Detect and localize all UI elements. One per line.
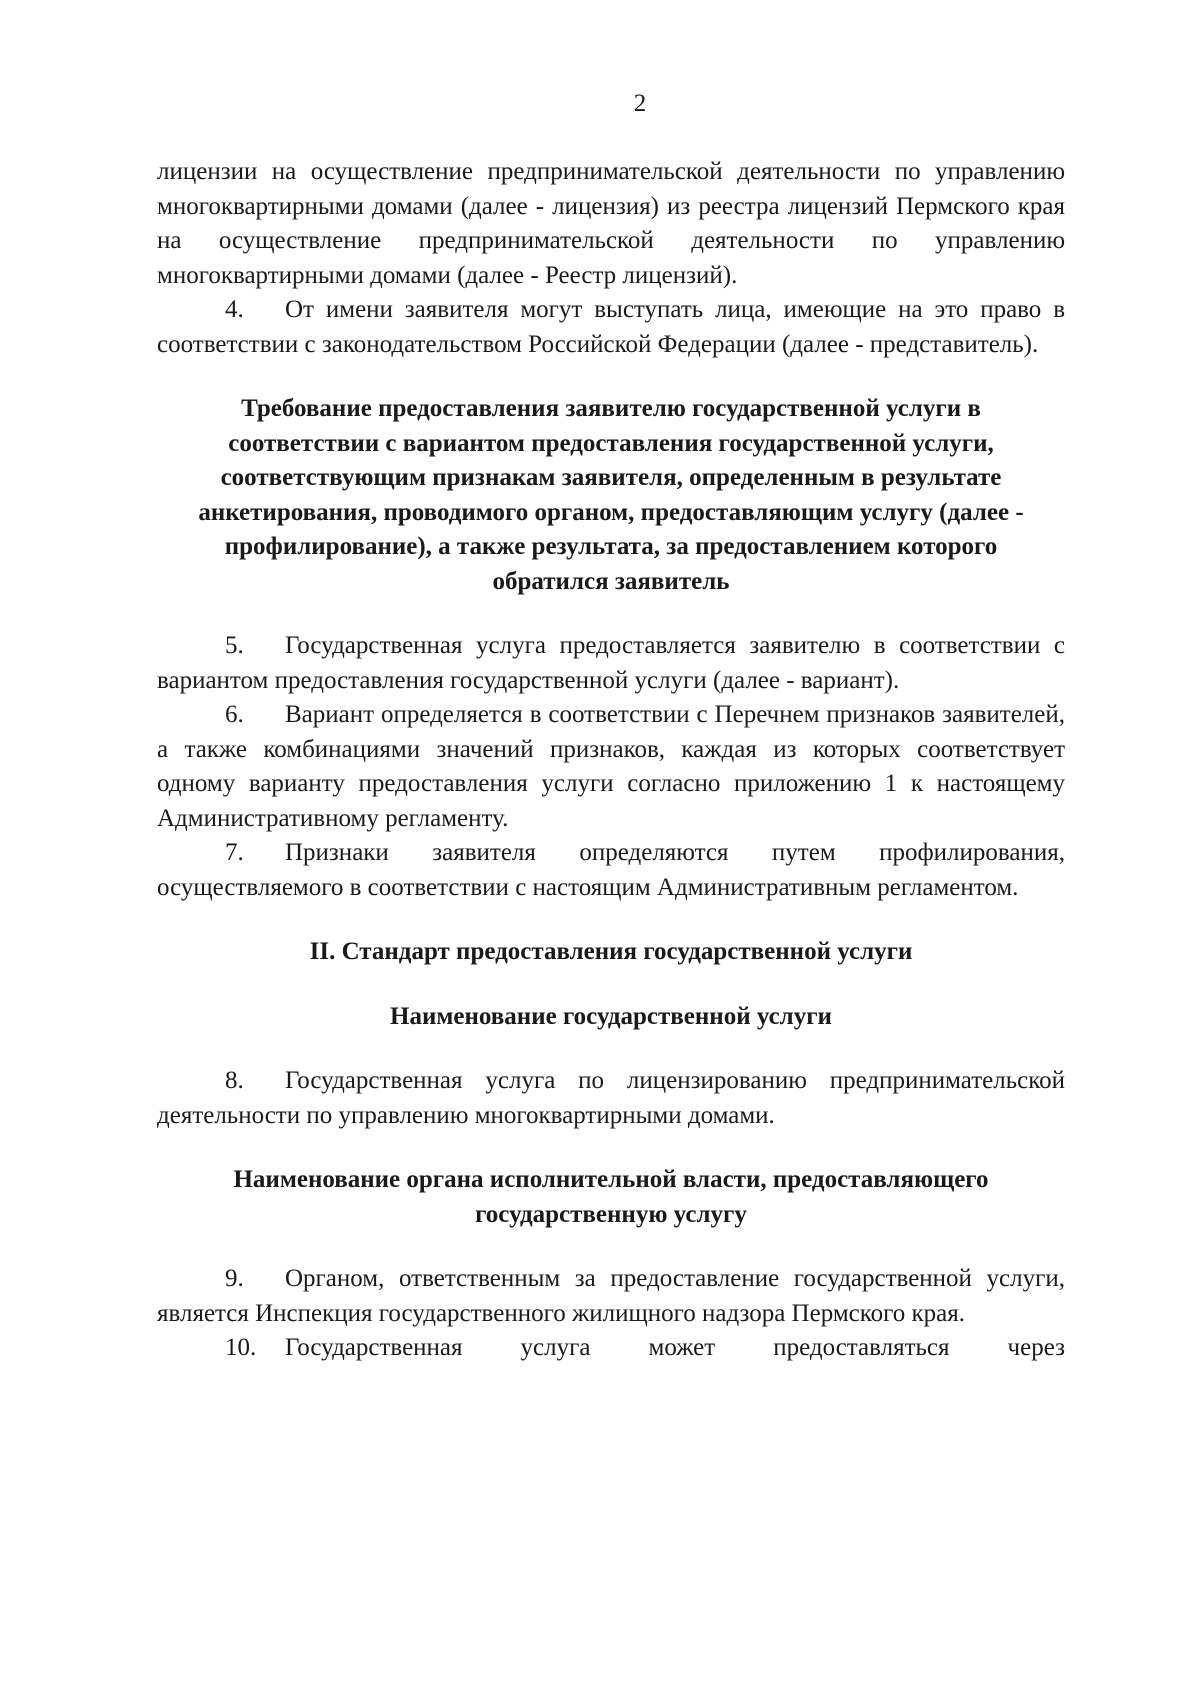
section-heading-standard: II. Стандарт предоставления государственной услуги [309,938,913,965]
paragraph-7 [157,836,1065,905]
paragraph-number: 7. [225,839,244,866]
paragraph-6 [157,698,1065,836]
paragraph-text: Государственная услуга может предоставляться через [285,1334,1065,1361]
paragraph-number: 6. [225,701,244,728]
paragraph-8 [157,1064,1065,1133]
page-number: 2 [633,90,647,117]
paragraph-5 [157,629,1065,698]
paragraph-number: 9. [225,1265,244,1292]
paragraph-number: 4. [225,296,244,323]
paragraph-text: Вариант определяется в соответствии с Перечнем признаков заявителей, а также комбинациями значений признаков, каждая из которых соответствует одному варианту предоставления услуги согласно приложению 1 к настоящему Административному регламенту. [157,701,1065,832]
paragraph-text: Государственная услуга по лицензированию предпринимательской деятельности по управлению многоквартирными домами. [157,1067,1065,1129]
paragraph-text: От имени заявителя могут выступать лица, имеющие на это право в соответствии с законодательством Российской Федерации (далее - представитель). [157,296,1065,358]
section-heading-service-name: Наименование государственной услуги [390,1002,832,1030]
paragraph-continuation: лицензии на осуществление предпринимательской деятельности по управлению многоквартирными домами (далее - лицензия) из реестра лицензий Пермского края на осуществление предпринимательской деятельности по управлению многоквартирными домами (далее - Реестр лицензий). [157,158,1065,289]
section-heading-authority: Наименование органа исполнительной власти, предоставляющего государственную услугу [233,1166,989,1228]
paragraph-text: Признаки заявителя определяются путем профилирования, осуществляемого в соответствии с настоящим Административным регламентом. [157,839,1065,901]
paragraph-number: 5. [225,632,244,659]
paragraph-text: Государственная услуга предоставляется заявителю в соответствии с вариантом предоставления государственной услуги (далее - вариант). [157,632,1065,694]
document-body [157,155,1065,1366]
paragraph-10 [157,1331,1065,1366]
paragraph-4 [157,293,1065,362]
paragraph-number: 10. [225,1334,257,1361]
paragraph-text: Органом, ответственным за предоставление государственной услуги, является Инспекция государственного жилищного надзора Пермского края. [157,1265,1065,1327]
paragraph-9 [157,1262,1065,1331]
section-heading-profiling: Требование предоставления заявителю государственной услуги в соответствии с вариантом предоставления государственной услуги, соответствующим признакам заявителя, определенным в результате анкетирования, проводимого органом, предоставляющим услугу (далее - профилирование), а также результата, за предоставлением которого обратился заявитель [198,395,1024,595]
paragraph-number: 8. [225,1067,244,1094]
